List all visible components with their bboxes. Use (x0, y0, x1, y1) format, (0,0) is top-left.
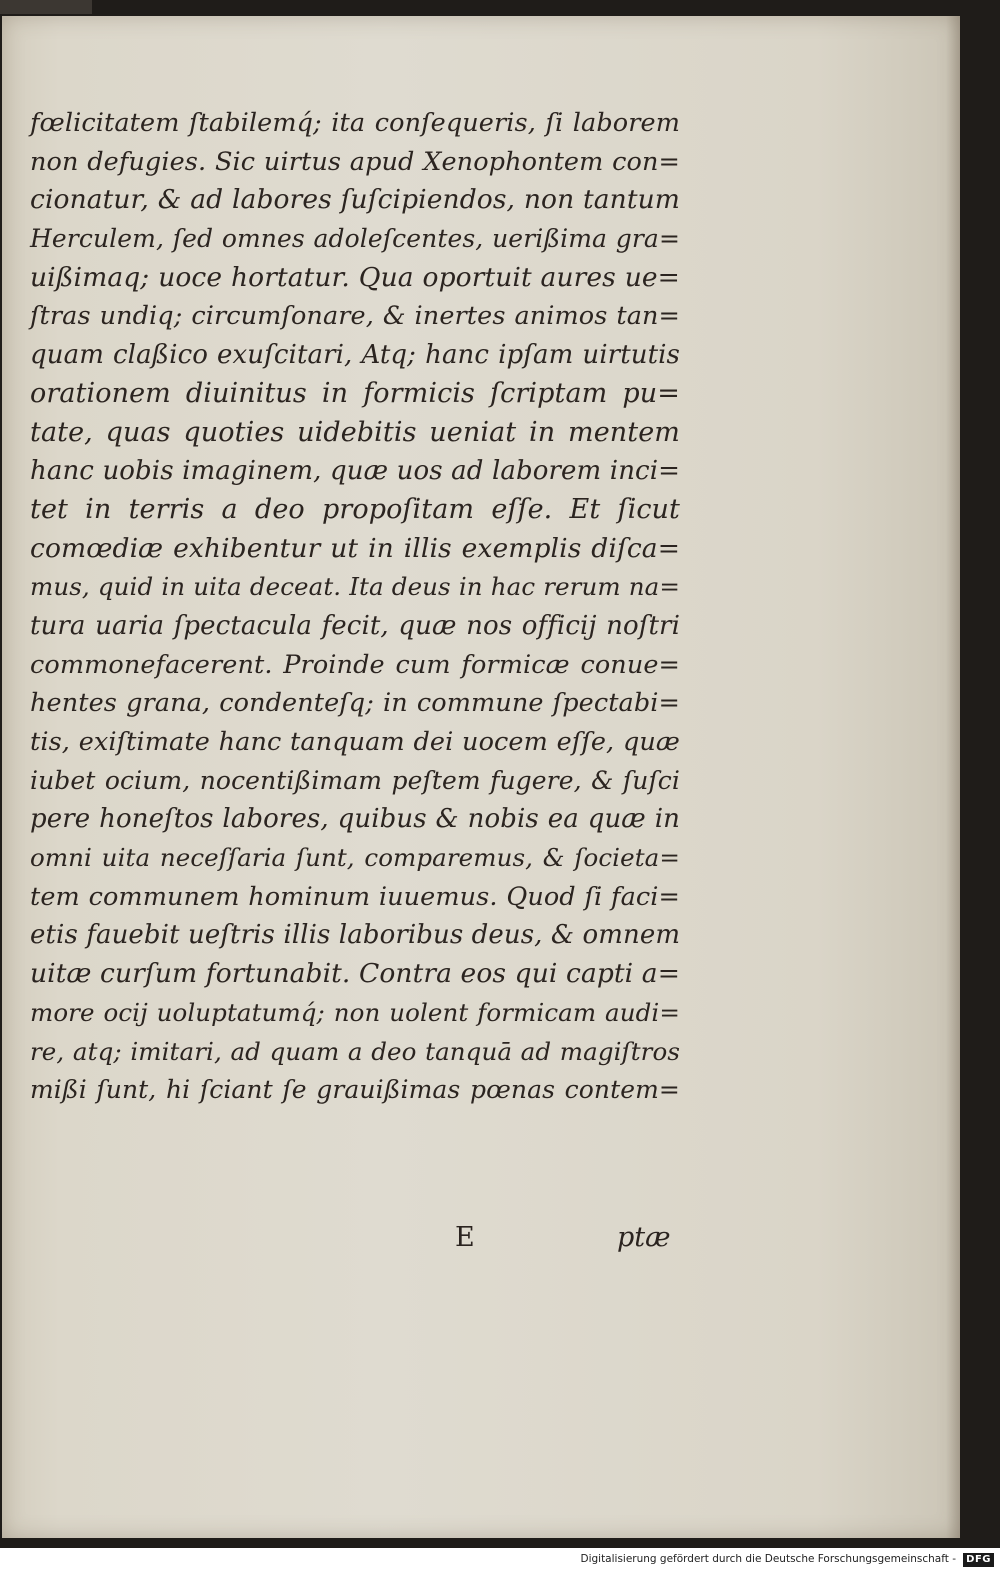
page-edge-shadow (946, 16, 960, 1538)
text-line: comœdiæ exhibentur ut in illis exemplis diſca= (30, 532, 680, 564)
text-line: non defugies. Sic uirtus apud Xenophontem con= (30, 146, 680, 177)
text-line: more ocij uoluptatumq́; non uolent formicam audi= (30, 997, 680, 1027)
text-line: quam claßico exuſcitari, Atq; hanc ipſam uirtutis (30, 340, 680, 371)
text-line: tate, quas quoties uidebitis ueniat in mentem (30, 416, 680, 448)
text-line: pere honeſtos labores, quibus & nobis ea quæ in (30, 804, 680, 835)
text-line: Herculem, ſed omnes adoleſcentes, uerißima gra= (30, 224, 680, 254)
text-line: tet in terris a deo propoſitam eſſe. Et ſicut (30, 493, 680, 525)
scan-corner-tab (0, 0, 92, 14)
text-line: mißi ſunt, hi ſciant ſe grauißimas pœnas contem= (30, 1075, 680, 1105)
catchword: ptæ (617, 1222, 671, 1253)
funding-notice: Digitalisierung gefördert durch die Deutsche Forschungsgemeinschaft - (580, 1553, 956, 1565)
text-line: cionatur, & ad labores ſuſcipiendos, non tantum (30, 184, 680, 216)
text-line: uitæ curſum fortunabit. Contra eos qui capti a= (30, 958, 680, 990)
text-line: tis, exiſtimate hanc tanquam dei uocem eſſe, quæ (30, 727, 680, 757)
funding-footer (0, 1548, 1000, 1573)
text-line: re, atq; imitari, ad quam a deo tanquā ad magiſtros (30, 1036, 680, 1066)
text-line: tura uaria ſpectacula fecit, quæ nos officij noſtri (30, 610, 680, 641)
text-line: mus, quid in uita deceat. Ita deus in hac rerum na= (30, 572, 680, 602)
text-line: omni uita neceſſaria ſunt, comparemus, & ſocieta= (30, 843, 680, 873)
dfg-logo: DFG (963, 1553, 994, 1567)
text-line: tem communem hominum iuuemus. Quod ſi faci= (30, 881, 680, 912)
text-line: hanc uobis imaginem, quæ uos ad laborem inci= (30, 456, 680, 487)
text-line: uißimaq; uoce hortatur. Qua oportuit aures ue= (30, 261, 680, 293)
body-text (30, 104, 680, 1110)
page-foot (0, 1218, 1000, 1258)
text-line: commonefacerent. Proinde cum formicæ conue= (30, 649, 680, 680)
text-line: iubet ocium, nocentißimam peſtem fugere, & ſuſci (30, 765, 680, 795)
text-line: fœlicitatem ſtabilemq́; ita conſequeris, ſi laborem (30, 108, 680, 138)
text-line: etis fauebit ueſtris illis laboribus deus, & omnem (30, 920, 681, 951)
text-line: ſtras undiq; circumſonare, & inertes animos tan= (30, 301, 680, 332)
signature-mark: E (455, 1222, 475, 1253)
text-line: hentes grana, condenteſq; in commune ſpectabi= (30, 688, 680, 719)
text-line: orationem diuinitus in formicis ſcriptam pu= (30, 377, 680, 409)
